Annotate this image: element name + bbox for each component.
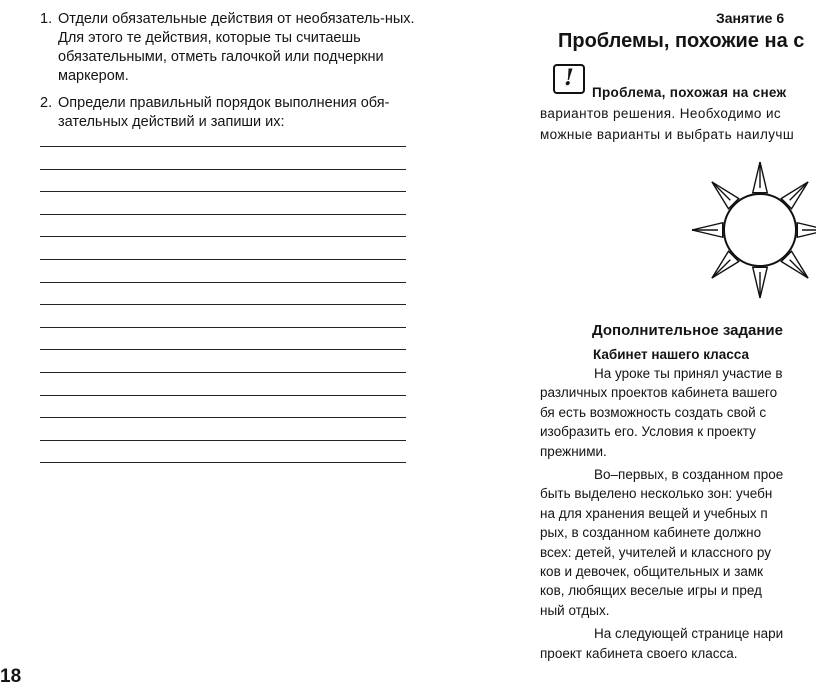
body-line: На уроке ты принял участие в bbox=[594, 366, 783, 381]
task-text: Определи правильный порядок выполнения обя-зательных действий и запиши их: bbox=[58, 95, 390, 130]
task-list bbox=[40, 10, 420, 140]
answer-line bbox=[40, 304, 406, 305]
body-line: на для хранения вещей и учебных п bbox=[540, 505, 768, 521]
problem-line: вариантов решения. Необходимо ис bbox=[540, 106, 782, 121]
answer-line bbox=[40, 236, 406, 237]
lesson-label: Занятие 6 bbox=[716, 10, 785, 26]
body-line: бя есть возможность создать свой с bbox=[540, 404, 767, 420]
answer-line bbox=[40, 282, 406, 283]
extra-task-subtitle: Кабинет нашего класса bbox=[593, 347, 749, 362]
answer-line bbox=[40, 349, 406, 350]
body-line: На следующей странице нари bbox=[594, 626, 784, 642]
body-line: всех: детей, учителей и классного ру bbox=[540, 544, 772, 560]
answer-line bbox=[40, 259, 406, 260]
answer-line bbox=[40, 417, 406, 418]
lesson-title: Проблемы, похожие на с bbox=[558, 30, 805, 52]
answer-line bbox=[40, 169, 406, 170]
answer-line bbox=[40, 327, 406, 328]
body-line: ный отдых. bbox=[540, 602, 610, 618]
answer-line bbox=[40, 146, 406, 147]
body-text bbox=[540, 364, 816, 663]
body-line: изобразить его. Условия к проекту bbox=[540, 424, 756, 440]
task-number: 1. bbox=[40, 11, 53, 27]
page-number: 18 bbox=[0, 666, 22, 687]
exclamation-box-icon: ! bbox=[553, 64, 585, 94]
body-line: ков и девочек, общительных и замк bbox=[540, 564, 764, 580]
body-line: проект кабинета своего класса. bbox=[540, 645, 738, 661]
task-item bbox=[40, 10, 420, 86]
answer-lines bbox=[40, 146, 406, 485]
problem-line: можные варианты и выбрать наилучш bbox=[540, 127, 795, 142]
body-line: прежними. bbox=[540, 443, 607, 459]
body-line: Во–первых, в созданном прое bbox=[594, 467, 784, 483]
problem-heading: Проблема, похожая на снеж bbox=[592, 85, 787, 100]
answer-line bbox=[40, 440, 406, 441]
body-line: различных проектов кабинета вашего bbox=[540, 385, 778, 401]
body-line: рых, в созданном кабинете должно bbox=[540, 525, 762, 541]
problem-text bbox=[540, 82, 816, 145]
answer-line bbox=[40, 191, 406, 192]
task-item bbox=[40, 94, 420, 132]
answer-line bbox=[40, 214, 406, 215]
body-line: быть выделено несколько зон: учебн bbox=[540, 486, 773, 502]
body-line: ков, любящих веселые игры и пред bbox=[540, 583, 762, 599]
sun-icon bbox=[680, 158, 816, 302]
answer-line bbox=[40, 395, 406, 396]
task-number: 2. bbox=[40, 95, 53, 111]
answer-line bbox=[40, 462, 406, 463]
task-text: Отдели обязательные действия от необязатель-ных. Для этого те действия, которые ты считаешь обязательными, отметь галочкой или подчеркни маркером. bbox=[58, 11, 415, 84]
right-page bbox=[480, 0, 816, 698]
extra-task-title: Дополнительное задание bbox=[592, 322, 783, 339]
answer-line bbox=[40, 372, 406, 373]
